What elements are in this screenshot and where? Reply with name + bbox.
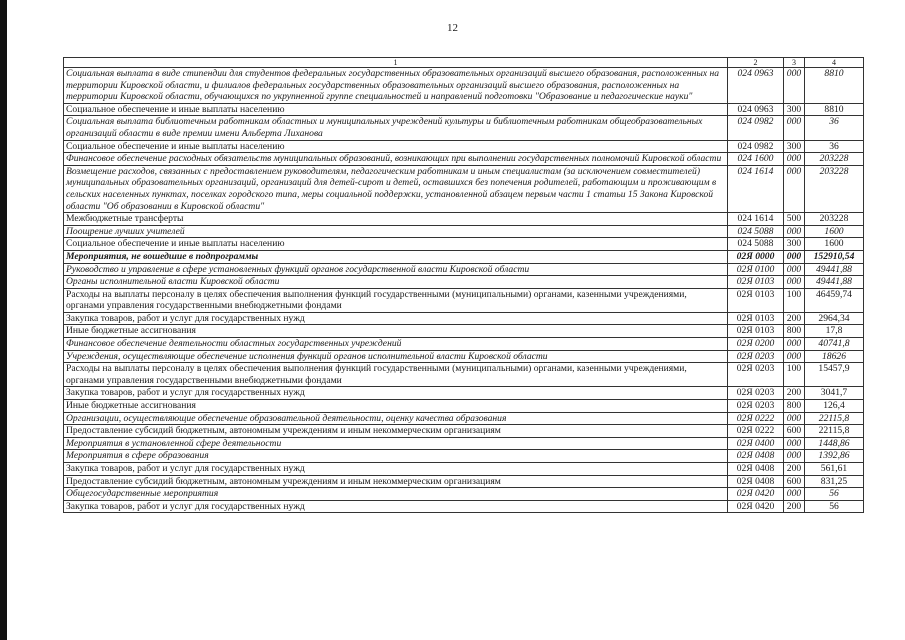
row-code-cell: 024 0963 — [728, 103, 784, 116]
row-name-cell: Общегосударственные мероприятия — [64, 488, 728, 501]
row-type-cell: 200 — [784, 463, 805, 476]
column-header-name: 1 — [64, 58, 728, 68]
column-header-code: 2 — [728, 58, 784, 68]
row-code-cell: 02Я 0000 — [728, 250, 784, 263]
page-number: 12 — [447, 22, 458, 34]
table-row — [64, 153, 864, 166]
row-type-cell: 000 — [784, 263, 805, 276]
row-type-cell: 000 — [784, 165, 805, 212]
row-sum-cell: 1448,86 — [805, 437, 864, 450]
row-name-cell: Мероприятия в установленной сфере деятельности — [64, 437, 728, 450]
row-sum-cell: 2964,34 — [805, 312, 864, 325]
table-row — [64, 312, 864, 325]
row-type-cell: 000 — [784, 488, 805, 501]
row-type-cell: 600 — [784, 425, 805, 438]
table-row — [64, 412, 864, 425]
row-name-cell: Иные бюджетные ассигнования — [64, 400, 728, 413]
row-name-cell: Социальное обеспечение и иные выплаты населению — [64, 238, 728, 251]
row-sum-cell: 36 — [805, 140, 864, 153]
row-code-cell: 02Я 0103 — [728, 276, 784, 289]
row-sum-cell: 3041,7 — [805, 387, 864, 400]
row-name-cell: Межбюджетные трансферты — [64, 213, 728, 226]
row-type-cell: 000 — [784, 338, 805, 351]
column-header-type: 3 — [784, 58, 805, 68]
row-type-cell: 200 — [784, 387, 805, 400]
table-row — [64, 213, 864, 226]
row-code-cell: 024 1614 — [728, 213, 784, 226]
row-type-cell: 800 — [784, 325, 805, 338]
row-type-cell: 100 — [784, 288, 805, 312]
table-row — [64, 488, 864, 501]
row-code-cell: 02Я 0103 — [728, 312, 784, 325]
row-code-cell: 024 1600 — [728, 153, 784, 166]
table-row — [64, 387, 864, 400]
table-row — [64, 116, 864, 140]
row-name-cell: Возмещение расходов, связанных с предоставлением руководителям, педагогическим работникам и иным специалистам (за исключением совместителей) муниципальных образовательных организаций, организаций для детей-сирот и детей, оставшихся без попечения родителей, работающим и проживающим в сельских населенных пунктах, поселках городского типа, меры социальной поддержки, установленной абзацем первым части 1 статьи 15 Закона Кировской области "Об образовании в Кировской области" — [64, 165, 728, 212]
table-row — [64, 425, 864, 438]
row-code-cell: 024 5088 — [728, 225, 784, 238]
row-code-cell: 02Я 0408 — [728, 475, 784, 488]
row-sum-cell: 1600 — [805, 225, 864, 238]
row-type-cell: 000 — [784, 412, 805, 425]
row-name-cell: Закупка товаров, работ и услуг для государственных нужд — [64, 312, 728, 325]
row-name-cell: Расходы на выплаты персоналу в целях обеспечения выполнения функций государственными (муниципальными) органами, казенными учреждениями, органами управления государственными внебюджетными фондами — [64, 363, 728, 387]
row-name-cell: Предоставление субсидий бюджетным, автономным учреждениям и иным некоммерческим организациям — [64, 475, 728, 488]
row-code-cell: 024 1614 — [728, 165, 784, 212]
table-row — [64, 165, 864, 212]
row-name-cell: Закупка товаров, работ и услуг для государственных нужд — [64, 387, 728, 400]
row-code-cell: 02Я 0100 — [728, 263, 784, 276]
row-code-cell: 02Я 0203 — [728, 400, 784, 413]
row-code-cell: 02Я 0222 — [728, 412, 784, 425]
row-type-cell: 300 — [784, 103, 805, 116]
row-sum-cell: 49441,88 — [805, 276, 864, 289]
row-code-cell: 02Я 0400 — [728, 437, 784, 450]
row-sum-cell: 126,4 — [805, 400, 864, 413]
row-sum-cell: 203228 — [805, 153, 864, 166]
row-name-cell: Расходы на выплаты персоналу в целях обеспечения выполнения функций государственными (муниципальными) органами, казенными учреждениями, органами управления государственными внебюджетными фондами — [64, 288, 728, 312]
row-name-cell: Поощрение лучших учителей — [64, 225, 728, 238]
row-code-cell: 024 0982 — [728, 116, 784, 140]
row-sum-cell: 1600 — [805, 238, 864, 251]
row-type-cell: 000 — [784, 450, 805, 463]
row-code-cell: 02Я 0103 — [728, 288, 784, 312]
row-type-cell: 000 — [784, 350, 805, 363]
row-code-cell: 02Я 0420 — [728, 488, 784, 501]
row-code-cell: 024 0982 — [728, 140, 784, 153]
row-code-cell: 024 5088 — [728, 238, 784, 251]
table-row — [64, 338, 864, 351]
table-row — [64, 225, 864, 238]
row-code-cell: 02Я 0203 — [728, 363, 784, 387]
row-code-cell: 02Я 0203 — [728, 350, 784, 363]
row-sum-cell: 15457,9 — [805, 363, 864, 387]
row-sum-cell: 8810 — [805, 68, 864, 104]
row-type-cell: 000 — [784, 276, 805, 289]
row-type-cell: 300 — [784, 140, 805, 153]
row-name-cell: Финансовое обеспечение расходных обязательств муниципальных образований, возникающих при выполнении государственных полномочий Кировской области — [64, 153, 728, 166]
table-row — [64, 250, 864, 263]
row-sum-cell: 22115,8 — [805, 425, 864, 438]
row-sum-cell: 36 — [805, 116, 864, 140]
row-type-cell: 000 — [784, 225, 805, 238]
row-name-cell: Мероприятия в сфере образования — [64, 450, 728, 463]
row-code-cell: 02Я 0203 — [728, 387, 784, 400]
row-sum-cell: 46459,74 — [805, 288, 864, 312]
row-type-cell: 200 — [784, 312, 805, 325]
table-row — [64, 325, 864, 338]
row-sum-cell: 1392,86 — [805, 450, 864, 463]
row-sum-cell: 40741,8 — [805, 338, 864, 351]
row-sum-cell: 22115,8 — [805, 412, 864, 425]
scan-edge-bar — [0, 0, 7, 640]
table-row — [64, 437, 864, 450]
row-name-cell: Социальное обеспечение и иные выплаты населению — [64, 140, 728, 153]
row-type-cell: 000 — [784, 153, 805, 166]
table-row — [64, 238, 864, 251]
row-name-cell: Органы исполнительной власти Кировской области — [64, 276, 728, 289]
row-sum-cell: 17,8 — [805, 325, 864, 338]
row-type-cell: 000 — [784, 250, 805, 263]
row-name-cell: Социальная выплата в виде стипендии для студентов федеральных государственных образовательных организаций высшего образования, расположенных на территории Кировской области, и филиалов федеральных государственных образовательных организаций высшего образования, расположенных на территории Кировской области, обучающихся по укрупненной группе специальностей и направлений подготовки "Образование и педагогические науки" — [64, 68, 728, 104]
row-name-cell: Мероприятия, не вошедшие в подпрограммы — [64, 250, 728, 263]
row-code-cell: 02Я 0408 — [728, 450, 784, 463]
row-sum-cell: 8810 — [805, 103, 864, 116]
row-sum-cell: 56 — [805, 500, 864, 513]
column-number-row — [64, 58, 864, 68]
table-row — [64, 140, 864, 153]
row-type-cell: 200 — [784, 500, 805, 513]
row-code-cell: 02Я 0200 — [728, 338, 784, 351]
row-type-cell: 000 — [784, 68, 805, 104]
row-type-cell: 000 — [784, 116, 805, 140]
table-row — [64, 68, 864, 104]
row-name-cell: Предоставление субсидий бюджетным, автономным учреждениям и иным некоммерческим организациям — [64, 425, 728, 438]
row-name-cell: Закупка товаров, работ и услуг для государственных нужд — [64, 500, 728, 513]
row-type-cell: 600 — [784, 475, 805, 488]
table-row — [64, 350, 864, 363]
table-row — [64, 276, 864, 289]
row-sum-cell: 831,25 — [805, 475, 864, 488]
row-name-cell: Финансовое обеспечение деятельности областных государственных учреждений — [64, 338, 728, 351]
table-row — [64, 363, 864, 387]
row-name-cell: Руководство и управление в сфере установленных функций органов государственной власти Кировской области — [64, 263, 728, 276]
row-name-cell: Иные бюджетные ассигнования — [64, 325, 728, 338]
table-row — [64, 288, 864, 312]
row-type-cell: 500 — [784, 213, 805, 226]
row-sum-cell: 203228 — [805, 213, 864, 226]
row-sum-cell: 561,61 — [805, 463, 864, 476]
row-sum-cell: 49441,88 — [805, 263, 864, 276]
row-type-cell: 300 — [784, 238, 805, 251]
column-header-sum: 4 — [805, 58, 864, 68]
row-type-cell: 100 — [784, 363, 805, 387]
row-sum-cell: 56 — [805, 488, 864, 501]
row-code-cell: 02Я 0420 — [728, 500, 784, 513]
row-sum-cell: 18626 — [805, 350, 864, 363]
row-code-cell: 02Я 0408 — [728, 463, 784, 476]
row-type-cell: 800 — [784, 400, 805, 413]
row-name-cell: Учреждения, осуществляющие обеспечение исполнения функций органов исполнительной власти Кировской области — [64, 350, 728, 363]
table-row — [64, 400, 864, 413]
row-sum-cell: 203228 — [805, 165, 864, 212]
row-code-cell: 02Я 0103 — [728, 325, 784, 338]
row-type-cell: 000 — [784, 437, 805, 450]
row-sum-cell: 152910,54 — [805, 250, 864, 263]
row-code-cell: 024 0963 — [728, 68, 784, 104]
table-row — [64, 463, 864, 476]
table-row — [64, 450, 864, 463]
table-row — [64, 500, 864, 513]
table-row — [64, 103, 864, 116]
row-name-cell: Социальное обеспечение и иные выплаты населению — [64, 103, 728, 116]
table-row — [64, 263, 864, 276]
budget-table — [63, 57, 864, 513]
row-name-cell: Закупка товаров, работ и услуг для государственных нужд — [64, 463, 728, 476]
row-code-cell: 02Я 0222 — [728, 425, 784, 438]
row-name-cell: Организации, осуществляющие обеспечение образовательной деятельности, оценку качества образования — [64, 412, 728, 425]
table-row — [64, 475, 864, 488]
row-name-cell: Социальная выплата библиотечным работникам областных и муниципальных учреждений культуры и библиотечным работникам общеобразовательных организаций области в виде премии имени Альберта Лиханова — [64, 116, 728, 140]
